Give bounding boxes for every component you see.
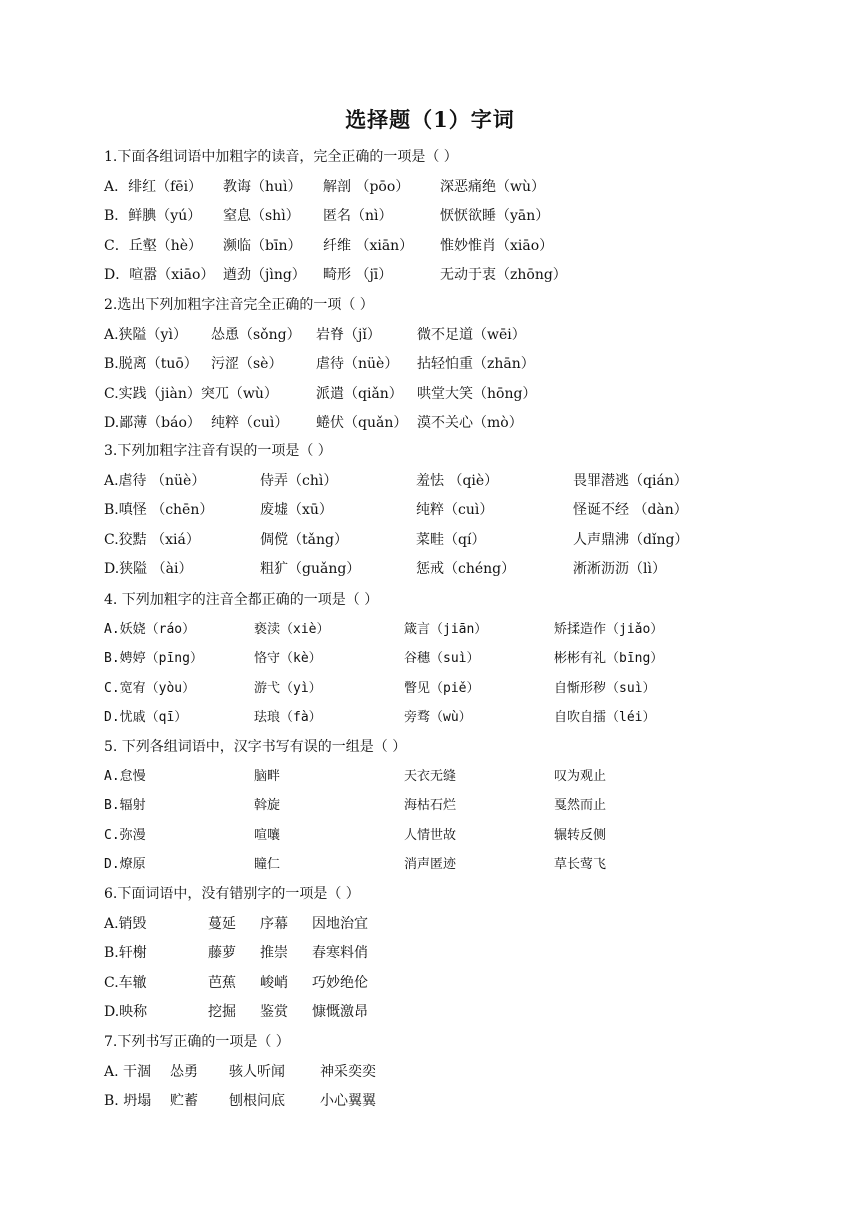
q1-option-row: [104, 175, 804, 199]
option-cell: B. 坍塌: [104, 1093, 152, 1109]
option-cell: A.狭隘（yì）: [104, 326, 187, 343]
option-cell: 濒临（bīn）: [223, 237, 302, 254]
option-cell: B.娉婷（pīng）: [104, 651, 203, 666]
option-cell: D.燎原: [104, 857, 146, 872]
option-cell: A.怠慢: [104, 768, 146, 784]
option-cell: 骇人听闻: [229, 1063, 285, 1080]
option-cell: B.嗔怪 （chēn）: [104, 502, 214, 518]
option-cell: 因地治宜: [312, 915, 368, 932]
option-cell: 自惭形秽（suì）: [554, 680, 656, 696]
option-cell: 蔓延: [208, 915, 236, 932]
option-cell: 藤萝: [208, 945, 236, 961]
option-cell: 纯粹（cuì）: [416, 502, 494, 518]
q1-stem: 1.下面各组词语中加粗字的读音，完全正确的一项是（ ）: [104, 149, 458, 165]
q1-option-row: [104, 263, 804, 287]
option-cell: 岩脊（jǐ）: [316, 326, 381, 343]
option-cell: 惟妙惟肖（xiāo）: [440, 237, 554, 254]
option-cell: 畸形 （jī）: [323, 267, 393, 283]
q4-option-row: [104, 706, 804, 730]
option-cell: 谷穗（suì）: [404, 651, 480, 666]
option-cell: A.虐待 （nüè）: [104, 472, 206, 489]
option-cell: B.脱离（tuō）: [104, 356, 198, 372]
option-cell: 侍弄（chì）: [260, 472, 338, 489]
q7-option-row: [104, 1060, 804, 1084]
q4-option-row: [104, 677, 804, 701]
option-cell: 矫揉造作（jiǎo）: [554, 621, 664, 637]
option-cell: 派遣（qiǎn）: [316, 385, 403, 402]
option-cell: 怂勇: [170, 1063, 198, 1080]
option-cell: A.妖娆（ráo）: [104, 621, 196, 637]
option-cell: D.忧戚（qī）: [104, 710, 188, 725]
q5-option-row: [104, 794, 804, 818]
q1-option-row: [104, 204, 804, 228]
q5-option-row: [104, 853, 804, 877]
option-cell: 废墟（xū）: [260, 502, 333, 518]
option-cell: A.销毁: [104, 915, 147, 932]
option-cell: 喧嚷: [254, 827, 281, 843]
option-cell: 无动于衷（zhōng）: [440, 267, 567, 283]
q3-option-row: [104, 557, 804, 581]
option-cell: 海枯石烂: [404, 798, 457, 813]
q7-stem: 7.下列书写正确的一项是（ ）: [104, 1034, 290, 1050]
q4-option-row: [104, 647, 804, 671]
option-cell: 倜傥（tǎng）: [260, 531, 348, 548]
option-cell: 深恶痛绝（wù）: [440, 178, 545, 195]
option-cell: 天衣无缝: [404, 768, 457, 784]
q2-option-row: [104, 411, 804, 435]
q6-stem: 6.下面词语中，没有错别字的一项是（ ）: [104, 886, 360, 902]
option-cell: 自吹自擂（léi）: [554, 710, 656, 725]
option-cell: 污涩（sè）: [211, 356, 283, 372]
option-cell: 鉴赏: [260, 1004, 288, 1020]
option-cell: 蜷伏（quǎn）: [316, 415, 408, 431]
option-cell: 序幕: [260, 915, 288, 932]
option-cell: 恪守（kè）: [254, 651, 322, 666]
option-cell: 教诲（huì）: [223, 178, 302, 195]
q3-option-row: [104, 528, 804, 552]
option-cell: 慷慨激昂: [312, 1004, 368, 1020]
option-cell: 纯粹（cuì）: [211, 415, 289, 431]
option-cell: 脑畔: [254, 768, 281, 784]
option-cell: 峻峭: [260, 974, 288, 991]
option-cell: 畏罪潜逃（qián）: [573, 472, 688, 489]
option-cell: 解剖 （pōo）: [323, 178, 410, 195]
option-cell: B．鲜腆（yú）: [104, 208, 202, 224]
q6-option-row: [104, 941, 804, 965]
option-cell: 怂恿（sǒng）: [211, 326, 301, 343]
option-cell: 旁骛（wù）: [404, 710, 472, 725]
option-cell: C.车辙: [104, 974, 147, 991]
option-cell: C.狡黠 （xiá）: [104, 531, 200, 548]
option-cell: D．喧嚣（xiāo）: [104, 267, 215, 283]
option-cell: C.宽宥（yòu）: [104, 680, 196, 696]
option-cell: 羞怯 （qiè）: [416, 472, 499, 489]
option-cell: 人声鼎沸（dǐng）: [573, 531, 689, 548]
option-cell: 巧妙绝伦: [312, 974, 368, 991]
option-cell: 匿名（nì）: [323, 208, 393, 224]
q5-stem: 5. 下列各组词语中，汉字书写有误的一组是（ ）: [104, 739, 407, 755]
q3-stem: 3.下列加粗字注音有误的一项是（ ）: [104, 443, 332, 459]
q2-stem: 2.选出下列加粗字注音完全正确的一项（ ）: [104, 297, 374, 313]
option-cell: 惩戒（chéng）: [416, 561, 516, 577]
option-cell: 漠不关心（mò）: [417, 415, 523, 431]
option-cell: 窒息（shì）: [223, 208, 300, 224]
option-cell: 亵渎（xiè）: [254, 621, 330, 637]
option-cell: D.映称: [104, 1004, 148, 1020]
q5-option-row: [104, 824, 804, 848]
option-cell: 珐琅（fà）: [254, 710, 322, 725]
option-cell: 草长莺飞: [554, 857, 607, 872]
option-cell: 挖掘: [208, 1004, 236, 1020]
option-cell: C.实践（jiàn）突兀（wù）: [104, 385, 278, 402]
q2-option-row: [104, 382, 804, 406]
option-cell: 人情世故: [404, 827, 457, 843]
option-cell: 瞳仁: [254, 857, 281, 872]
option-cell: 游弋（yì）: [254, 680, 322, 696]
option-cell: C.弥漫: [104, 827, 146, 843]
option-cell: 淅淅沥沥（lì）: [573, 561, 666, 577]
option-cell: 春寒料俏: [312, 945, 368, 961]
option-cell: 遒劲（jìng）: [223, 267, 306, 283]
q2-option-row: [104, 352, 804, 376]
q3-option-row: [104, 498, 804, 522]
option-cell: 彬彬有礼（bīng）: [554, 651, 664, 666]
option-cell: C．丘壑（hè）: [104, 237, 203, 254]
option-cell: B.辐射: [104, 798, 146, 813]
q4-stem: 4. 下列加粗字的注音全都正确的一项是（ ）: [104, 592, 379, 608]
option-cell: D.鄙薄（báo）: [104, 415, 201, 431]
option-cell: 戛然而止: [554, 798, 607, 813]
option-cell: 微不足道（wēi）: [417, 326, 526, 343]
option-cell: 哄堂大笑（hōng）: [417, 385, 537, 402]
option-cell: 叹为观止: [554, 768, 607, 784]
option-cell: 神采奕奕: [320, 1063, 376, 1080]
q6-option-row: [104, 912, 804, 936]
option-cell: 瞥见（piě）: [404, 680, 480, 696]
q2-option-row: [104, 323, 804, 347]
option-cell: D.狭隘 （ài）: [104, 561, 193, 577]
option-cell: A. 干涸: [104, 1063, 152, 1080]
option-cell: 恹恹欲睡（yān）: [440, 208, 550, 224]
option-cell: 辗转反侧: [554, 827, 607, 843]
q1-option-row: [104, 234, 804, 258]
option-cell: 拈轻怕重（zhān）: [417, 356, 535, 372]
q5-option-row: [104, 765, 804, 789]
option-cell: 虐待（nüè）: [316, 356, 399, 372]
q3-option-row: [104, 469, 804, 493]
page-title: 选择题（1）字词: [345, 107, 515, 132]
option-cell: 芭蕉: [208, 974, 236, 991]
option-cell: 小心翼翼: [320, 1093, 376, 1109]
option-cell: 菜畦（qí）: [416, 531, 486, 548]
option-cell: 纤维 （xiān）: [323, 237, 414, 254]
option-cell: 斡旋: [254, 798, 281, 813]
option-cell: 推崇: [260, 945, 288, 961]
q6-option-row: [104, 1000, 804, 1024]
option-cell: 箴言（jiān）: [404, 621, 488, 637]
option-cell: A．绯红（fēi）: [104, 178, 203, 195]
option-cell: 贮蓄: [170, 1093, 198, 1109]
option-cell: 粗犷（guǎng）: [260, 561, 361, 577]
q6-option-row: [104, 971, 804, 995]
option-cell: B.轩榭: [104, 945, 147, 961]
option-cell: 刨根问底: [229, 1093, 285, 1109]
q7-option-row: [104, 1089, 804, 1113]
option-cell: 怪诞不经 （dàn）: [573, 502, 688, 518]
option-cell: 消声匿迹: [404, 857, 457, 872]
q4-option-row: [104, 618, 804, 642]
